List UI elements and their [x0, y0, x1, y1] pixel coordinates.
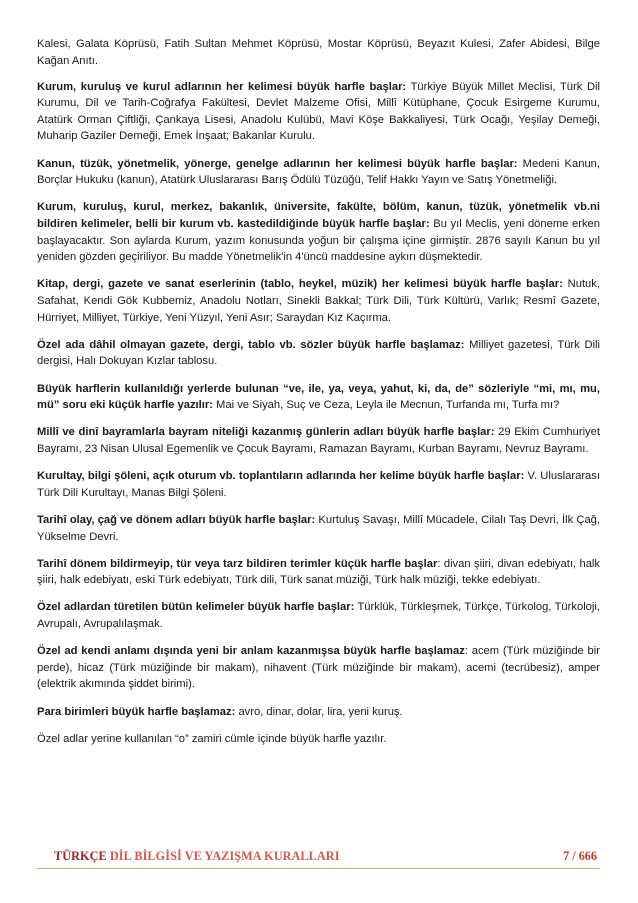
paragraph-1: [37, 79, 600, 145]
paragraph-heading: Özel ad kendi anlamı dışında yeni bir anlam kazanmışsa büyük harfle başlamaz: [37, 645, 465, 658]
paragraph-text: V. Uluslararası Türk Dili Kurultayı, Manas Bilgi Şöleni.: [37, 470, 600, 499]
footer-title-rest: DİL BİLGİSİ VE YAZIŞMA KURALLARI: [106, 849, 340, 863]
paragraph-text: Bu yıl Meclis, yeni döneme erken başlayacaktır. Son aylarda Kurum, yazım konusunda yoğun bir çalışma içine girmiştir. 2876 sayılı Kanun bu yıl yeniden gözden geçiriliyor. Bu madde Yönetmelik'in 4'üncü maddesine aykırı düşmektedir.: [37, 218, 600, 264]
page-number: 7 / 666: [563, 849, 597, 863]
paragraph-heading: Kitap, dergi, gazete ve sanat eserlerinin (tablo, heykel, müzik) her kelimesi büyük harfle başlar:: [37, 278, 563, 291]
paragraph-text: Mai ve Siyah, Suç ve Ceza, Leyla ile Mecnun, Turfanda mı, Turfa mı?: [212, 399, 560, 412]
paragraph-heading: Özel ada dâhil olmayan gazete, dergi, tablo vb. sözler büyük harfle başlamaz:: [37, 338, 465, 351]
paragraph-6: [37, 381, 600, 414]
paragraph-heading: Para birimleri büyük harfle başlamaz:: [37, 705, 236, 718]
paragraph-text: avro, dinar, dolar, lira, yeni kuruş.: [235, 705, 403, 718]
paragraph-9: [37, 512, 600, 545]
paragraph-text: Özel adlar yerine kullanılan “o” zamiri cümle içinde büyük harfle yazılır.: [37, 732, 387, 745]
paragraph-text: Kalesi, Galata Köprüsü, Fatih Sultan Mehmet Köprüsü, Mostar Köprüsü, Beyazıt Kulesi, Zafer Abidesi, Bilge Kağan Anıtı.: [37, 38, 600, 67]
paragraph-13: [37, 704, 600, 721]
paragraph-heading: Kurum, kuruluş, kurul, merkez, bakanlık, üniversite, fakülte, bölüm, kanun, tüzük, yönetmelik vb.ni bildiren kelimeler, belli bir kurum vb. kastedildiğinde büyük harfle başlar:: [37, 201, 600, 231]
paragraph-0: [37, 36, 600, 69]
paragraph-text: Medeni Kanun, Borçlar Hukuku (kanun), Atatürk Uluslararası Barış Ödülü Tüzüğü, Telif Hakkı Yayın ve Satış Yönetmeliği.: [37, 157, 600, 187]
paragraph-7: [37, 424, 600, 457]
footer-title-turkce: TÜRKÇE: [54, 849, 107, 863]
document-body: [37, 36, 600, 758]
paragraph-text: 29 Ekim Cumhuriyet Bayramı, 23 Nisan Ulusal Egemenlik ve Çocuk Bayramı, Ramazan Bayramı, Kurban Bayramı, Nevruz Bayramı.: [37, 426, 600, 455]
paragraph-heading: Özel adlardan türetilen bütün kelimeler büyük harfle başlar:: [37, 601, 355, 614]
paragraph-8: [37, 468, 600, 501]
paragraph-heading: Tarihî olay, çağ ve dönem adları büyük harfle başlar:: [37, 513, 316, 526]
paragraph-10: [37, 556, 600, 589]
footer-title: [54, 849, 340, 864]
paragraph-heading: Millî ve dinî bayramlarla bayram niteliği kazanmış günlerin adları büyük harfle başlar:: [37, 426, 495, 439]
paragraph-heading: Büyük harflerin kullanıldığı yerlerde bulunan “ve, ile, ya, veya, yahut, ki, da, de” sözleriyle “mi, mı, mu, mü” soru eki küçük harfle yazılır:: [37, 382, 600, 412]
paragraph-heading: Kurum, kuruluş ve kurul adlarının her kelimesi büyük harfle başlar:: [37, 80, 407, 93]
paragraph-heading: Kurultay, bilgi şöleni, açık oturum vb. toplantıların adlarında her kelime büyük harfle başlar:: [37, 470, 525, 483]
paragraph-5: [37, 337, 600, 370]
paragraph-heading: Tarihî dönem bildirmeyip, tür veya tarz bildiren terimler küçük harfle başlar: [37, 557, 438, 570]
paragraph-text: Türkiye Büyük Millet Meclisi, Türk Dil Kurumu, Dil ve Tarih-Coğrafya Fakültesi, Devlet Malzeme Ofisi, Millî Kütüphane, Çocuk Esirgeme Kurumu, Atatürk Orman Çiftliği, Çankaya Lisesi, Anadolu Kulübü, Mavi Köşe Bakkaliyesi, Türk Ocağı, Yeşilay Demeği, Muharip Gaziler Demeği, Emek İnşaat; Bakanlar Kurulu.: [37, 80, 601, 143]
paragraph-3: [37, 199, 600, 265]
paragraph-12: [37, 643, 600, 693]
paragraph-text: : divan şiiri, divan edebiyatı, halk şiiri, halk edebiyatı, eski Türk edebiyatı, Türk dili, Türk sanat müziği, Türk halk müziği, tekke edebiyatı.: [37, 557, 600, 587]
paragraph-text: Milliyet gazetesi, Türk Dili dergisi, Halı Dokuyan Kızlar tablosu.: [37, 338, 600, 368]
page-footer: [37, 846, 600, 869]
paragraph-text: Kurtuluş Savaşı, Millî Mücadele, Cilalı Taş Devri, İlk Çağ, Yükselme Devri.: [37, 513, 600, 543]
paragraph-14: [37, 731, 600, 748]
paragraph-4: [37, 276, 600, 326]
paragraph-text: Nutuk, Safahat, Kendi Gök Kubbemiz, Anadolu Notları, Sinekli Bakkal; Türk Dili, Türk Kültürü, Varlık; Resmî Gazete, Hürriyet, Milliyet, Türkiye, Yeni Yüzyıl, Yeni Asır; Saraydan Kız Kaçırma.: [37, 278, 600, 324]
paragraph-heading: Kanun, tüzük, yönetmelik, yönerge, genelge adlarının her kelimesi büyük harfle başlar:: [37, 157, 518, 170]
paragraph-text: Türklük, Türkleşmek, Türkçe, Türkolog, Türkoloji, Avrupalı, Avrupalılaşmak.: [37, 601, 600, 631]
paragraph-text: : acem (Türk müziğinde bir perde), hicaz (Türk müziğinde bir makam), nihavent (Türk müziğinde bir makam), acemi (tecrübesiz), amper (elektrik akımında şiddet birimi).: [37, 645, 600, 691]
paragraph-11: [37, 599, 600, 632]
paragraph-2: [37, 156, 600, 189]
